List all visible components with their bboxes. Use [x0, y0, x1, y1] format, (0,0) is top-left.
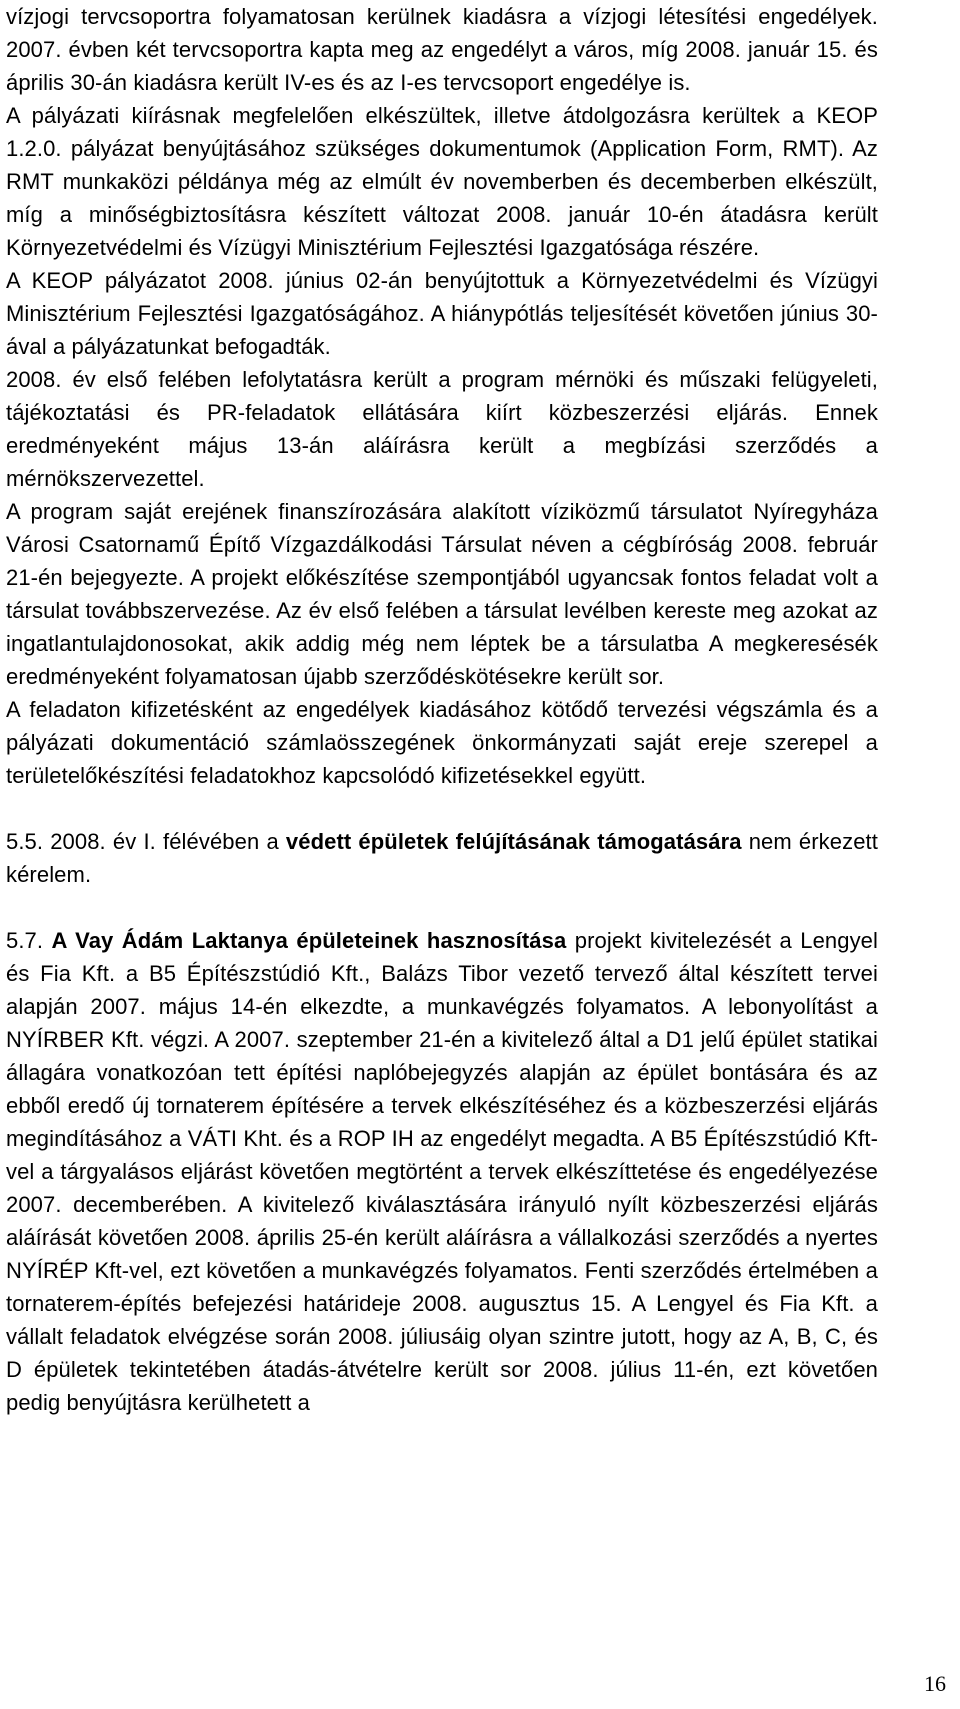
paragraph	[6, 825, 878, 891]
text-run: A program saját erejének finanszírozására alakított víziközmű társulatot Nyíregyháza Városi Csatornamű Építő Vízgazdálkodási Társulat néven a cégbíróság 2008. február 21-én bejegyezte. A projekt előkészítése szempontjából ugyancsak fontos feladat volt a társulat továbbszervezése. Az év első felében a társulat levélben kereste meg azokat az ingatlantulajdonosokat, akik addig még nem léptek be a társulatba A megkeresésék eredményeként folyamatosan újabb szerződéskötésekre került sor.	[6, 499, 878, 689]
text-run: A feladaton kifizetésként az engedélyek kiadásához kötődő tervezési végszámla és a pályázati dokumentáció számlaösszegének önkormányzati saját ereje szerepel a területelőkészítési feladatokhoz kapcsolódó kifizetésekkel együtt.	[6, 697, 878, 788]
text-run: A pályázati kiírásnak megfelelően elkészültek, illetve átdolgozásra kerültek a KEOP 1.2.0. pályázat benyújtásához szükséges dokumentumok (Application Form, RMT). Az RMT munkaközi példánya még az elmúlt év novemberben és decemberben elkészült, míg a minőségbiztosításra készített változat 2008. január 10-én átadásra került Környezetvédelmi és Vízügyi Minisztérium Fejlesztési Igazgatósága részére.	[6, 103, 878, 260]
paragraph	[6, 99, 878, 264]
bold-text: védett épületek felújításának támogatására	[285, 829, 742, 854]
text-run: projekt kivitelezését a Lengyel és Fia Kft. a B5 Építészstúdió Kft., Balázs Tibor vezető tervező által készített tervei alapján 2007. május 14-én elkezdte, a munkavégzés folyamatos. A lebonyolítást a NYÍRBER Kft. végzi. A 2007. szeptember 21-én a kivitelező által a D1 jelű épület statikai állagára vonatkozóan tett építési naplóbejegyzés alapján az épület bontására és az ebből eredő új tornaterem építésére a tervek elkészítéséhez és a közbeszerzési eljárás megindításához a VÁTI Kht. és a ROP IH az engedélyt megadta. A B5 Építészstúdió Kft-vel a tárgyalásos eljárást követően megtörtént a tervek elkészíttetése és engedélyezése 2007. decemberében. A kivitelező kiválasztására irányuló nyílt közbeszerzési eljárás aláírását követően 2008. április 25-én került aláírásra a vállalkozási szerződés a nyertes NYÍRÉP Kft-vel, ezt követően a munkavégzés folyamatos. Fenti szerződés értelmében a tornaterem-építés befejezési határideje 2008. augusztus 15. A Lengyel és Fia Kft. a vállalt feladatok elvégzése során 2008. júliusáig olyan szintre jutott, hogy az A, B, C, és D épületek tekintetében átadás-átvételre került sor 2008. július 11-én, ezt követően pedig benyújtásra kerülhetett a	[6, 928, 878, 1415]
paragraph	[6, 0, 878, 99]
text-run: 2008. év első felében lefolytatásra került a program mérnöki és műszaki felügyeleti, tájékoztatási és PR-feladatok ellátására kiírt közbeszerzési eljárás. Ennek eredményeként május 13-án aláírásra került a megbízási szerződés a mérnökszervezettel.	[6, 367, 878, 491]
paragraph	[6, 693, 878, 792]
paragraph	[6, 363, 878, 495]
paragraph	[6, 264, 878, 363]
text-run: nem érkezett kérelem.	[6, 829, 878, 887]
paragraph	[6, 495, 878, 693]
bold-text: A Vay Ádám Laktanya épületeinek hasznosítása	[51, 928, 567, 953]
text-run: vízjogi tervcsoportra folyamatosan kerülnek kiadásra a vízjogi létesítési engedélyek. 2007. évben két tervcsoportra kapta meg az engedélyt a város, míg 2008. január 15. és április 30-án kiadásra került IV-es és az I-es tervcsoport engedélye is.	[6, 4, 878, 95]
text-run: A KEOP pályázatot 2008. június 02-án benyújtottuk a Környezetvédelmi és Vízügyi Minisztérium Fejlesztési Igazgatóságához. A hiánypótlás teljesítését követően június 30-ával a pályázatunkat befogadták.	[6, 268, 878, 359]
body-text	[6, 0, 878, 1419]
page-number: 16	[924, 1671, 946, 1696]
text-run: 5.5. 2008. év I. félévében a	[6, 829, 286, 854]
text-run: 5.7.	[6, 928, 52, 953]
paragraph	[6, 924, 878, 1419]
